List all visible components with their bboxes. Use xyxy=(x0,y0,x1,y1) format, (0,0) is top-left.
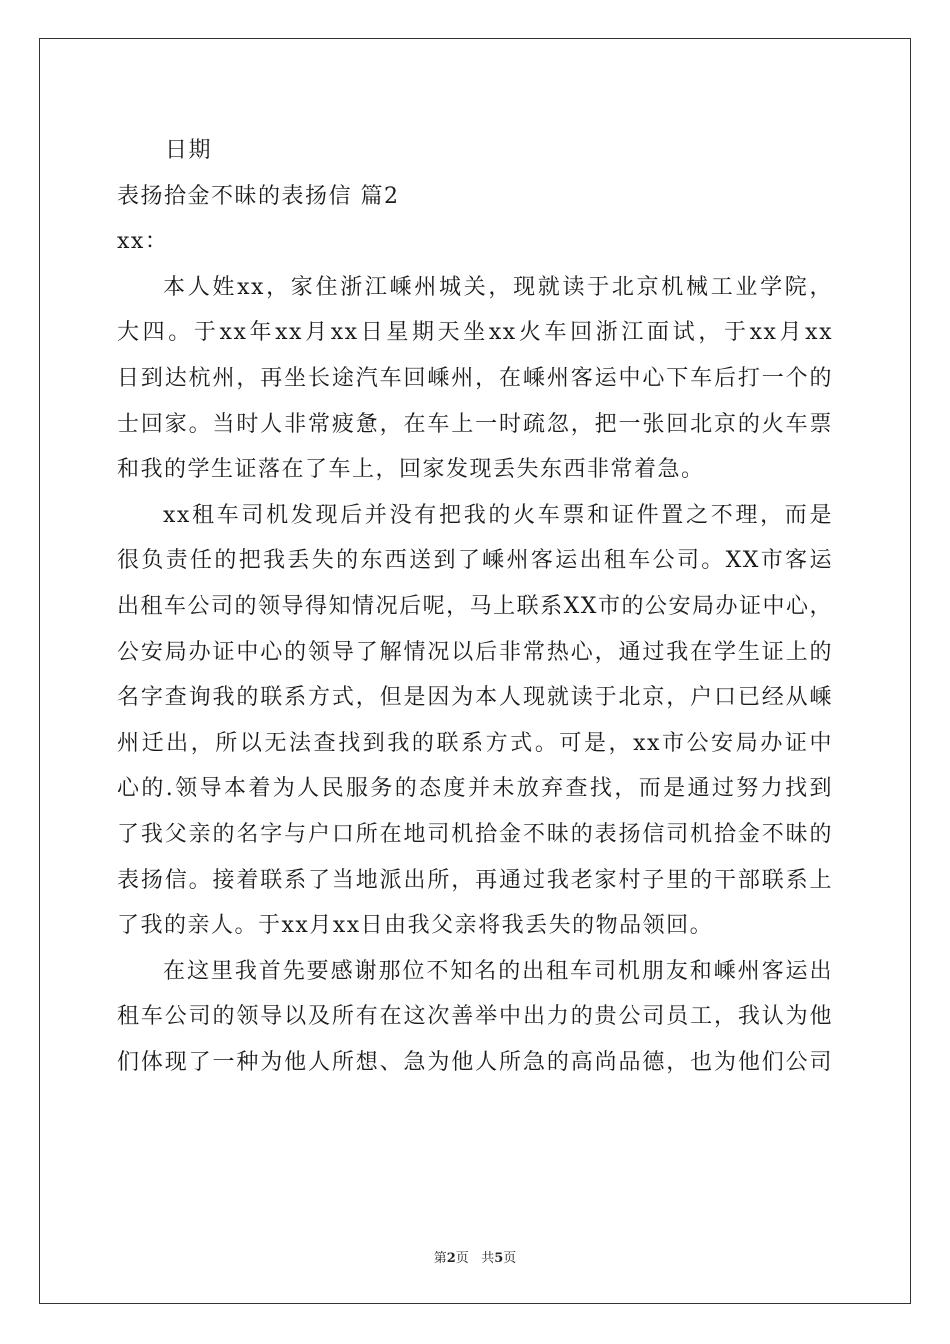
paragraph-line: 大四。于xx年xx月xx日星期天坐xx火车回浙江面试，于xx月xx xyxy=(117,320,833,346)
total-suffix: 页 xyxy=(503,1251,517,1266)
paragraph-line: 在这里我首先要感谢那位不知名的出租车司机朋友和嵊州客运出 xyxy=(163,958,833,984)
paragraph-line: 州迁出，所以无法查找到我的联系方式。可是，xx市公安局办证中 xyxy=(117,730,833,756)
date-label: 日期 xyxy=(165,138,213,163)
paragraph-line: xx租车司机发现后并没有把我的火车票和证件置之不理，而是 xyxy=(163,502,833,528)
paragraph-line: 表扬信。接着联系了当地派出所，再通过我老家村子里的干部联系上 xyxy=(117,867,833,893)
letter-heading: 表扬拾金不昧的表扬信 篇2 xyxy=(117,183,400,209)
paragraph-1 xyxy=(117,265,833,493)
total-prefix: 共 xyxy=(481,1251,495,1266)
paragraph-3 xyxy=(117,949,833,1086)
paragraph-line: 士回家。当时人非常疲惫，在车上一时疏忽，把一张回北京的火车票 xyxy=(117,411,833,437)
document-body xyxy=(117,128,833,1085)
paragraph-line: 日到达杭州，再坐长途汽车回嵊州，在嵊州客运中心下车后打一个的 xyxy=(117,365,833,391)
page-suffix: 页 xyxy=(455,1251,469,1266)
salutation: xx： xyxy=(117,229,169,255)
paragraph-line: 名字查询我的联系方式，但是因为本人现就读于北京，户口已经从嵊 xyxy=(117,685,833,711)
total-pages: 5 xyxy=(494,1251,504,1266)
paragraph-2 xyxy=(117,493,833,949)
paragraph-line: 和我的学生证落在了车上，回家发现丢失东西非常着急。 xyxy=(117,457,705,483)
paragraph-line: 出租车公司的领导得知情况后呢，马上联系XX市的公安局办证中心， xyxy=(117,593,833,619)
paragraph-line: 很负责任的把我丢失的东西送到了嵊州客运出租车公司。XX市客运 xyxy=(117,548,833,574)
page-prefix: 第 xyxy=(433,1251,447,1266)
paragraph-line: 们体现了一种为他人所想、急为他人所急的高尚品德，也为他们公司 xyxy=(117,1049,833,1075)
paragraph-line: 心的.领导本着为人民服务的态度并未放弃查找，而是通过努力找到 xyxy=(117,776,833,802)
page-footer xyxy=(0,1247,950,1266)
paragraph-line: 本人姓xx，家住浙江嵊州城关，现就读于北京机械工业学院， xyxy=(163,274,833,300)
page-number: 2 xyxy=(446,1251,456,1266)
paragraph-line: 了我的亲人。于xx月xx日由我父亲将我丢失的物品领回。 xyxy=(117,913,714,939)
paragraph-line: 了我父亲的名字与户口所在地司机拾金不昧的表扬信司机拾金不昧的 xyxy=(117,821,833,847)
paragraph-line: 公安局办证中心的领导了解情况以后非常热心，通过我在学生证上的 xyxy=(117,639,833,665)
paragraph-line: 租车公司的领导以及所有在这次善举中出力的贵公司员工，我认为他 xyxy=(117,1004,833,1030)
